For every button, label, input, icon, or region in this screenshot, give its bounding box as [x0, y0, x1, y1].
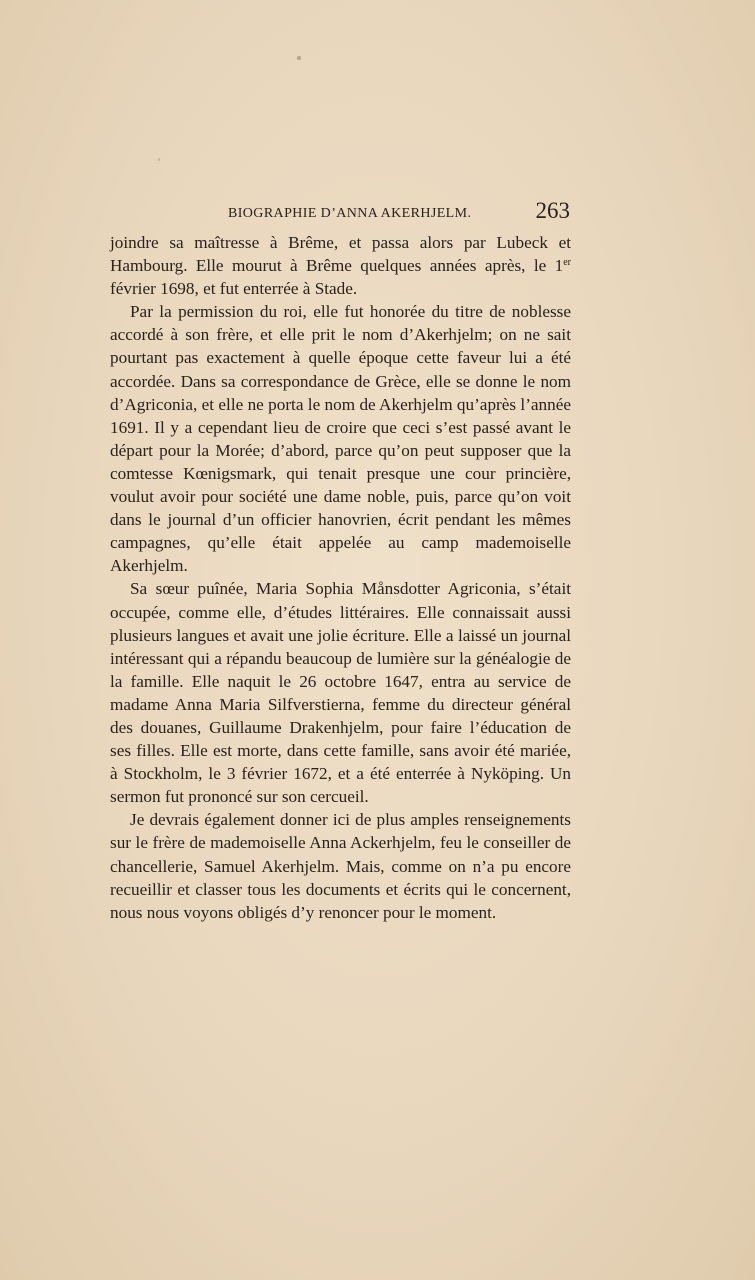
paper-speck	[158, 158, 160, 161]
page-header	[110, 198, 570, 228]
paragraph-1	[110, 231, 571, 300]
page-number: 263	[535, 198, 570, 223]
paragraph-1-text: joindre sa maîtresse à Brême, et passa alors par Lubeck et Hambourg. Elle mourut à Brême quelques années après, le 1	[110, 233, 571, 276]
running-head: BIOGRAPHIE D’ANNA AKERHJELM.	[228, 206, 472, 221]
paragraph-4: Je devrais également donner ici de plus amples renseignements sur le frère de mademoiselle Anna Ackerhjelm, feu le conseiller de chancellerie, Samuel Akerhjelm. Mais, comme on n’a pu encore recueillir et classer tous les documents et écrits qui le concernent, nous nous voyons obligés d’y renoncer pour le moment.	[110, 810, 571, 922]
ordinal-superscript: er	[563, 257, 571, 269]
paragraph-1-text-end: février 1698, et fut enterrée à Stade.	[110, 279, 358, 299]
body-text	[110, 231, 571, 924]
paper-speck	[297, 56, 301, 60]
paragraph-3: Sa sœur puînée, Maria Sophia Månsdotter Agriconia, s’était occupée, comme elle, d’études littéraires. Elle connaissait aussi plusieurs langues et avait une jolie écriture. Elle a laissé un journal intéressant qui a répandu beaucoup de lumière sur la généalogie de la famille. Elle naquit le 26 octobre 1647, entra au service de madame Anna Maria Silfverstierna, femme du directeur général des douanes, Guillaume Drakenhjelm, pour faire l’éducation de ses filles. Elle est morte, dans cette famille, sans avoir été mariée, à Stockholm, le 3 février 1672, et a été enterrée à Nyköping. Un sermon fut prononcé sur son cercueil.	[110, 579, 571, 807]
paragraph-2: Par la permission du roi, elle fut honorée du titre de noblesse accordé à son frère, et elle prit le nom d’Akerhjelm; on ne sait pourtant pas exactement à quelle époque cette faveur lui a été accordée. Dans sa correspondance de Grèce, elle se donne le nom d’Agriconia, et elle ne porta le nom de Akerhjelm qu’après l’année 1691. Il y a cependant lieu de croire que ceci s’est passé avant le départ pour la Morée; d’abord, parce qu’on peut supposer que la comtesse Kœnigsmark, qui tenait presque une cour princière, voulut avoir pour société une dame noble, puis, parce qu’on voit dans le journal d’un officier hanovrien, écrit pendant les mêmes campagnes, qu’elle était appelée au camp mademoiselle Akerhjelm.	[110, 302, 571, 576]
